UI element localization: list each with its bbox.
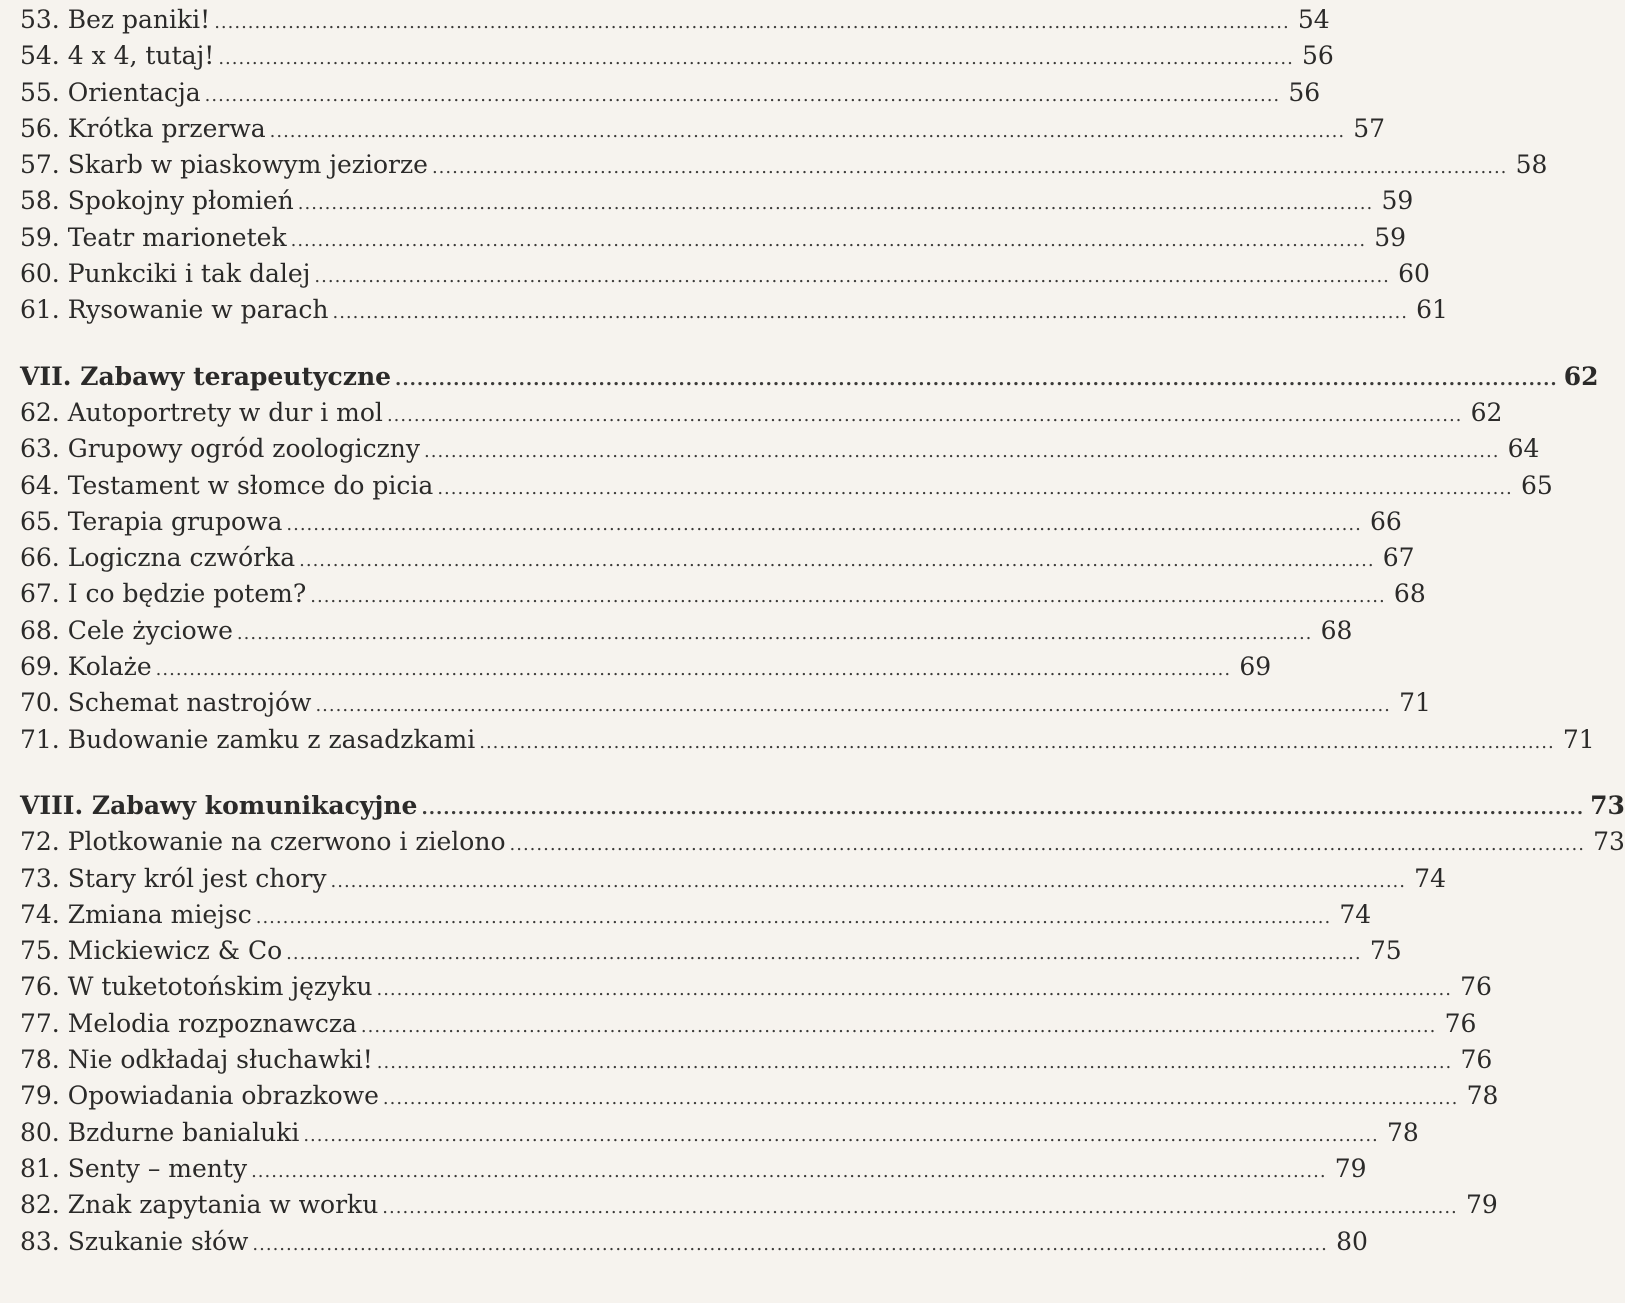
entry-label [20, 1006, 357, 1042]
dot-leader: ................................................................................................................................................................ [431, 157, 1508, 179]
dot-leader: ................................................................................................................................................................ [297, 193, 1374, 215]
entry-title: Skarb w piaskowym jeziorze [67, 150, 428, 180]
page-number: 56 [1288, 77, 1321, 107]
entry-title: Schemat nastrojów [67, 688, 312, 718]
entry-number: 75. [20, 936, 60, 966]
page-number: 67 [1382, 543, 1415, 573]
page-number: 54 [1297, 5, 1330, 34]
entry-label [20, 183, 294, 219]
section-title [20, 788, 417, 824]
entry-label [20, 468, 433, 504]
entry-number: 58. [20, 186, 60, 216]
entry-title: Plotkowanie na czerwono i zielono [67, 827, 506, 857]
toc-entry [20, 1187, 1498, 1223]
page-number: 61 [1416, 295, 1448, 325]
entry-label [20, 685, 311, 721]
entry-title: Nie odkładaj słuchawki! [67, 1045, 373, 1075]
toc-entry [20, 1151, 1367, 1187]
entry-label [20, 933, 282, 969]
page-number: 60 [1398, 259, 1430, 289]
entry-label [20, 649, 152, 685]
dot-leader: ................................................................................................................................................................ [382, 1088, 1459, 1110]
section-spacer [20, 758, 893, 788]
entry-title: Bez paniki! [67, 5, 211, 34]
entry-title: Punkciki i tak dalej [67, 259, 311, 289]
entry-number: 78. [20, 1045, 60, 1075]
dot-leader: ................................................................................................................................................................ [314, 266, 1390, 288]
entry-label [20, 147, 428, 183]
entry-title: Spokojny płomień [67, 186, 294, 216]
entry-label [20, 1115, 299, 1151]
toc-entry [20, 613, 1353, 649]
page-number: 69 [1239, 652, 1272, 682]
page-number: 73 [1590, 790, 1625, 820]
toc-entry [20, 933, 1402, 969]
entry-number: 61. [20, 295, 60, 325]
toc-entry [20, 576, 1426, 612]
dot-leader: ................................................................................................................................................................ [251, 1160, 1327, 1182]
entry-title: Testament w słomce do picia [67, 470, 434, 500]
dot-leader: ................................................................................................................................................................ [315, 695, 1391, 717]
toc-entry [20, 722, 1595, 758]
entry-label [20, 824, 506, 860]
entry-title: Senty – menty [67, 1153, 248, 1183]
entry-title: Stary król jest chory [67, 863, 327, 893]
toc-entry [20, 1042, 1493, 1078]
entry-number: 71. [20, 724, 60, 754]
dot-leader: ................................................................................................................................................................ [236, 622, 1313, 644]
entry-number: 65. [20, 506, 60, 536]
entry-title: W tuketotońskim języku [67, 972, 373, 1002]
entry-number: 83. [20, 1226, 60, 1256]
entry-title: Orientacja [67, 77, 201, 107]
entry-number: 82. [20, 1190, 60, 1220]
page-number: 75 [1369, 936, 1402, 966]
entry-number: 74. [20, 899, 60, 929]
page-number: 76 [1444, 1008, 1477, 1038]
page-number: 71 [1399, 688, 1431, 718]
section-spacer [20, 329, 893, 359]
toc-entry [20, 395, 1503, 431]
dot-leader: ................................................................................................................................................................ [303, 1124, 1379, 1146]
page-number: 80 [1336, 1226, 1368, 1256]
page-number: 76 [1460, 1045, 1493, 1075]
page-number: 62 [1563, 361, 1599, 391]
entry-number: 67. [20, 579, 60, 609]
entry-label [20, 969, 372, 1005]
entry-title: Autoportrety w dur i mol [67, 397, 383, 427]
entry-label [20, 576, 306, 612]
toc-entry [20, 431, 1540, 467]
page-number: 74 [1414, 863, 1446, 893]
dot-leader: ................................................................................................................................................................ [218, 48, 1294, 70]
dot-leader: ................................................................................................................................................................ [255, 906, 1332, 928]
entry-number: 53. [20, 5, 60, 34]
page-number: 62 [1470, 397, 1503, 427]
toc-entry [20, 183, 1414, 219]
toc-entry [20, 824, 1625, 860]
entry-title: Teatr marionetek [67, 222, 287, 252]
dot-leader: ................................................................................................................................................................ [155, 659, 1232, 681]
page-number: 59 [1374, 222, 1407, 252]
toc-entry [20, 504, 1402, 540]
entry-title: Cele życiowe [67, 615, 233, 645]
entry-number: 56. [20, 113, 60, 143]
entry-title: 4 x 4, tutaj! [67, 41, 215, 71]
dot-leader: ................................................................................................................................................................ [509, 834, 1585, 856]
page-number: 66 [1370, 506, 1402, 536]
toc-entry [20, 256, 1430, 292]
entry-title: Szukanie słów [67, 1226, 249, 1256]
page-number: 74 [1339, 899, 1372, 929]
page-number: 64 [1507, 434, 1540, 464]
entry-label [20, 38, 214, 74]
page-number: 79 [1465, 1190, 1498, 1220]
toc-entry [20, 649, 1272, 685]
entry-label [20, 1042, 373, 1078]
entry-number: 68. [20, 615, 60, 645]
section-title [20, 359, 391, 395]
toc-entry [20, 2, 1330, 38]
page-number: 76 [1460, 972, 1492, 1002]
page-number: 68 [1393, 579, 1426, 609]
toc-entry [20, 540, 1415, 576]
entry-number: 57. [20, 150, 60, 180]
entry-label [20, 613, 233, 649]
section-heading [20, 788, 1625, 824]
entry-label [20, 256, 310, 292]
page-number: 65 [1520, 470, 1553, 500]
entry-number: 77. [20, 1008, 60, 1038]
entry-title: Opowiadania obrazkowe [67, 1081, 379, 1111]
entry-title: Terapia grupowa [67, 506, 283, 536]
dot-leader: ................................................................................................................................................................ [299, 550, 1375, 572]
entry-number: 55. [20, 77, 60, 107]
page-number: 68 [1320, 615, 1353, 645]
toc-entry [20, 147, 1548, 183]
dot-leader: ................................................................................................................................................................ [286, 943, 1362, 965]
entry-number: 59. [20, 222, 60, 252]
entry-label [20, 111, 266, 147]
dot-leader: ................................................................................................................................................................ [386, 404, 1463, 426]
toc-entry [20, 38, 1334, 74]
entry-title: Budowanie zamku z zasadzkami [67, 724, 476, 754]
dot-leader: ................................................................................................................................................................ [214, 12, 1290, 33]
entry-label [20, 1078, 379, 1114]
toc-entry [20, 969, 1492, 1005]
entry-number: 69. [20, 652, 60, 682]
entry-number: 80. [20, 1117, 60, 1147]
page-number: 71 [1562, 724, 1595, 754]
entry-number: 81. [20, 1153, 60, 1183]
dot-leader: ................................................................................................................................................................ [360, 1015, 1437, 1037]
toc-entry [20, 861, 1446, 897]
entry-label [20, 897, 252, 933]
entry-label [20, 431, 420, 467]
dot-leader: ................................................................................................................................................................ [269, 120, 1346, 142]
entry-number: 54. [20, 41, 60, 71]
entry-title: Rysowanie w parach [67, 295, 329, 325]
entry-title: Mickiewicz & Co [67, 936, 283, 966]
entry-label [20, 861, 327, 897]
toc-entry [20, 685, 1431, 721]
entry-label [20, 292, 328, 328]
entry-label [20, 1224, 248, 1260]
entry-title: Melodia rozpoznawcza [67, 1008, 357, 1038]
entry-number: 72. [20, 827, 60, 857]
dot-leader: ................................................................................................................................................................ [252, 1233, 1328, 1255]
toc-entry [20, 220, 1407, 256]
dot-leader: ................................................................................................................................................................ [330, 870, 1406, 892]
toc-entry [20, 1078, 1499, 1114]
dot-leader: ................................................................................................................................................................ [286, 513, 1362, 535]
entry-label [20, 1187, 378, 1223]
dot-leader: ................................................................................................................................................................ [437, 477, 1513, 499]
entry-title: Zmiana miejsc [67, 899, 252, 929]
dot-leader: ................................................................................................................................................................ [332, 302, 1408, 324]
toc-entry [20, 468, 1553, 504]
dot-leader: ................................................................................................................................................................ [382, 1197, 1458, 1219]
dot-leader: ................................................................................................................................................................ [395, 368, 1558, 390]
page-number: 56 [1301, 41, 1334, 71]
page-number: 57 [1353, 113, 1386, 143]
entry-number: 62. [20, 397, 60, 427]
dot-leader: ................................................................................................................................................................ [310, 586, 1386, 608]
entry-title: Kolaże [67, 652, 152, 682]
toc-entry [20, 75, 1321, 111]
page-number: 78 [1386, 1117, 1419, 1147]
entry-label [20, 722, 475, 758]
dot-leader: ................................................................................................................................................................ [479, 731, 1555, 753]
entry-label [20, 75, 201, 111]
entry-number: 63. [20, 434, 60, 464]
dot-leader: ................................................................................................................................................................ [290, 229, 1367, 251]
entry-label [20, 1151, 247, 1187]
entry-label [20, 220, 287, 256]
entry-number: 60. [20, 259, 60, 289]
toc-entry [20, 111, 1386, 147]
dot-leader: ................................................................................................................................................................ [376, 979, 1452, 1001]
entry-number: 76. [20, 972, 60, 1002]
entry-number: 79. [20, 1081, 60, 1111]
toc-entry [20, 1006, 1477, 1042]
section-title-text: VII. Zabawy terapeutyczne [20, 361, 392, 391]
page-number: 59 [1381, 186, 1414, 216]
entry-number: 73. [20, 863, 60, 893]
entry-title: Logiczna czwórka [67, 543, 296, 573]
section-heading [20, 359, 1599, 395]
entry-title: Krótka przerwa [67, 113, 266, 143]
entry-number: 64. [20, 470, 60, 500]
entry-label [20, 395, 383, 431]
entry-label [20, 504, 282, 540]
toc-entry [20, 897, 1372, 933]
section-title-text: VIII. Zabawy komunikacyjne [20, 790, 418, 820]
entry-title: Grupowy ogród zoologiczny [67, 434, 420, 464]
entry-title: Znak zapytania w worku [67, 1190, 379, 1220]
entry-title: I co będzie potem? [67, 579, 307, 609]
page-number: 58 [1515, 150, 1548, 180]
entry-label [20, 540, 295, 576]
dot-leader: ................................................................................................................................................................ [424, 441, 1500, 463]
toc-entry [20, 1224, 1368, 1260]
dot-leader: ................................................................................................................................................................ [204, 84, 1281, 106]
page-number: 73 [1593, 827, 1625, 857]
entry-label [20, 2, 210, 38]
dot-leader: ................................................................................................................................................................ [376, 1052, 1453, 1074]
entry-number: 66. [20, 543, 60, 573]
page-number: 78 [1466, 1081, 1499, 1111]
dot-leader: ................................................................................................................................................................ [421, 797, 1585, 819]
entry-number: 70. [20, 688, 60, 718]
toc-entry [20, 292, 1448, 328]
toc-entry [20, 1115, 1419, 1151]
table-of-contents [20, 0, 1625, 1260]
page-number: 79 [1334, 1153, 1367, 1183]
entry-title: Bzdurne banialuki [67, 1117, 300, 1147]
